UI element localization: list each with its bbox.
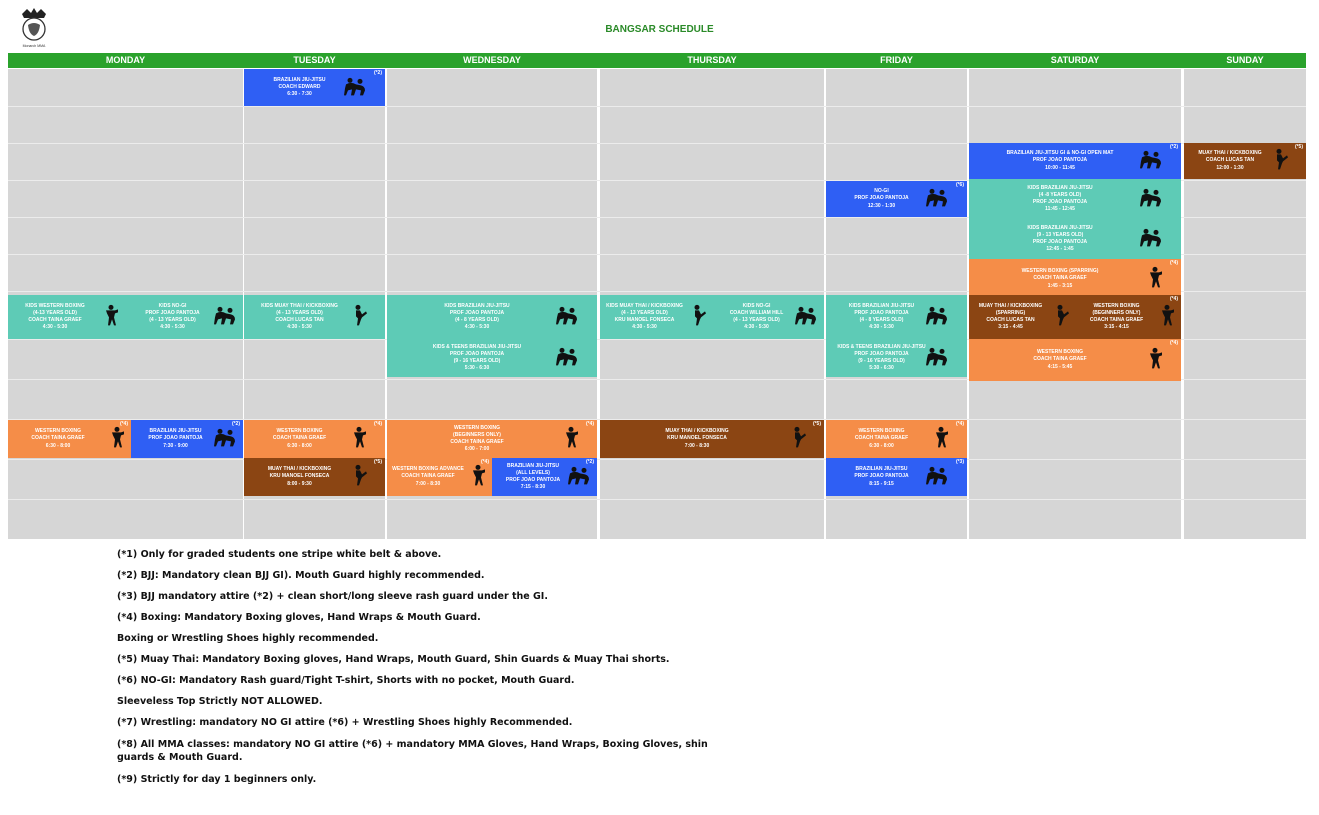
class-line: COACH TAINA GRAEF bbox=[854, 435, 909, 442]
class-line: 4:30 - 5:30 bbox=[632, 324, 657, 331]
class-line: 10:00 - 11:45 bbox=[1045, 164, 1075, 171]
class-note: (*2) bbox=[373, 70, 382, 76]
class-text bbox=[830, 295, 933, 339]
day-monday: MONDAY bbox=[105, 55, 146, 65]
day-header-bar bbox=[8, 53, 1306, 68]
class-line: COACH EDWARD bbox=[278, 83, 321, 90]
class-note: (*2) bbox=[585, 459, 594, 465]
class-line: COACH LUCAS TAN bbox=[1205, 157, 1255, 164]
class-line: 5:30 - 6:30 bbox=[869, 365, 894, 372]
class-line: KIDS & TEENS BRAZILIAN JIU-JITSU bbox=[432, 343, 522, 350]
class-line: PROF JOAO PANTOJA bbox=[449, 309, 505, 316]
class-line: KIDS NO-GI bbox=[158, 302, 187, 309]
footnote-line: (*8) All MMA classes: mandatory NO GI attire (*6) + mandatory MMA Gloves, Hand Wraps, Boxing Gloves, shin guards & Mouth Guard. bbox=[117, 739, 708, 763]
class-line: COACH TAINA GRAEF bbox=[1089, 317, 1144, 323]
grappling-icon bbox=[213, 427, 237, 450]
boxing-icon bbox=[1149, 266, 1163, 291]
class-line: PROF JOAO PANTOJA bbox=[1032, 199, 1088, 205]
class-line: KIDS WESTERN BOXING bbox=[25, 302, 85, 309]
class-text bbox=[248, 458, 351, 496]
class-line: PROF JOAO PANTOJA bbox=[145, 309, 200, 316]
class-block-tue-bjj[interactable] bbox=[244, 69, 385, 106]
boxing-icon bbox=[472, 464, 486, 489]
class-note: (*5) bbox=[373, 459, 382, 465]
class-block-sat-kids-bjj-2[interactable] bbox=[969, 219, 1181, 259]
class-line: 4:30 - 5:30 bbox=[869, 324, 894, 331]
class-block-thu-kids-muay-thai[interactable] bbox=[600, 295, 712, 339]
class-line: WESTERN BOXING bbox=[858, 428, 905, 435]
class-line: 7:00 - 8:30 bbox=[415, 480, 441, 487]
class-line: BRAZILIAN JIU-JITSU bbox=[273, 76, 326, 83]
class-block-wed-bjj-all[interactable] bbox=[492, 458, 597, 496]
class-line: 3:15 - 4:15 bbox=[1104, 324, 1129, 331]
class-line: BRAZILIAN JIU-JITSU bbox=[855, 466, 908, 473]
class-block-fri-bjj[interactable] bbox=[826, 458, 967, 496]
kick-icon bbox=[1055, 304, 1069, 329]
class-line: 1:45 - 3:15 bbox=[1047, 282, 1073, 289]
class-text bbox=[390, 458, 466, 496]
class-block-fri-kids-bjj[interactable] bbox=[826, 295, 967, 339]
class-line: WESTERN BOXING bbox=[453, 424, 501, 431]
class-text bbox=[973, 219, 1147, 259]
class-line: PROF JOAO PANTOJA bbox=[449, 350, 505, 357]
class-block-sat-boxing-beginners[interactable] bbox=[1075, 295, 1181, 339]
class-text bbox=[11, 295, 99, 339]
day-saturday: SATURDAY bbox=[1050, 55, 1100, 65]
class-line: 12:00 - 1:30 bbox=[1216, 164, 1244, 171]
footnote-line: (*4) Boxing: Mandatory Boxing gloves, Hand Wraps & Mouth Guard. bbox=[117, 612, 481, 623]
class-line: MUAY THAI / KICKBOXING bbox=[978, 302, 1043, 309]
class-line: (4 -8 YEARS OLD) bbox=[1038, 191, 1082, 198]
class-text bbox=[128, 295, 217, 339]
class-text bbox=[11, 420, 105, 458]
class-line: PROF JOAO PANTOJA bbox=[854, 195, 909, 202]
footnotes bbox=[117, 549, 737, 795]
class-line: (4 - 13 YEARS OLD) bbox=[733, 317, 780, 323]
class-block-mon-bjj[interactable] bbox=[131, 420, 243, 458]
grappling-icon bbox=[555, 346, 579, 369]
footnote-line: (*2) BJJ: Mandatory clean BJJ GI). Mouth Guard highly recommended. bbox=[117, 570, 485, 581]
class-block-fri-teens-bjj[interactable] bbox=[826, 339, 967, 377]
class-block-wed-boxing-advance[interactable] bbox=[387, 458, 492, 496]
class-line: (4 - 8 YEARS OLD) bbox=[859, 317, 904, 323]
footnote-line: (*5) Muay Thai: Mandatory Boxing gloves, Hand Wraps, Mouth Guard, Shin Guards & Muay Thai shorts. bbox=[117, 654, 670, 665]
class-text bbox=[495, 458, 571, 496]
class-line: 11:45 - 12:45 bbox=[1045, 206, 1075, 213]
class-note: (*6) bbox=[955, 182, 964, 188]
class-line: (ALL LEVELS) bbox=[516, 469, 550, 476]
class-block-tue-muay-thai[interactable] bbox=[244, 458, 385, 496]
class-line: BRAZILIAN JIU-JITSU GI & NO-GI OPEN MAT bbox=[1006, 150, 1114, 157]
class-text bbox=[973, 143, 1147, 179]
row-line bbox=[8, 499, 1306, 500]
class-line: COACH TAINA GRAEF bbox=[28, 317, 82, 323]
class-text bbox=[391, 339, 563, 377]
class-note: (*4) bbox=[1169, 296, 1178, 302]
class-line: 7:00 - 8:30 bbox=[684, 442, 710, 449]
grappling-icon bbox=[1139, 227, 1163, 250]
row-line bbox=[8, 459, 1306, 460]
class-text bbox=[830, 458, 933, 496]
schedule-grid bbox=[8, 69, 1306, 539]
class-block-fri-nogi[interactable] bbox=[826, 181, 967, 217]
class-line: 4:30 - 5:30 bbox=[42, 324, 68, 331]
class-line: KRU MANOEL FONSECA bbox=[269, 473, 330, 480]
footnote-line: (*1) Only for graded students one stripe white belt & above. bbox=[117, 549, 442, 560]
kick-icon bbox=[792, 426, 806, 451]
class-line: COACH TAINA GRAEF bbox=[401, 473, 455, 480]
day-thursday: THURSDAY bbox=[687, 55, 737, 65]
class-note: (*5) bbox=[1294, 144, 1303, 150]
class-line: PROF JOAO PANTOJA bbox=[854, 309, 909, 316]
class-line: 6:30 - 7:30 bbox=[287, 91, 312, 98]
class-block-wed-boxing-beginners[interactable] bbox=[387, 420, 597, 458]
class-block-sat-open-mat[interactable] bbox=[969, 143, 1181, 179]
class-line: 4:30 - 5:30 bbox=[464, 324, 490, 331]
class-line: WESTERN BOXING (SPARRING) bbox=[1021, 268, 1099, 275]
class-line: 6:30 - 8:00 bbox=[45, 442, 71, 449]
class-line: WESTERN BOXING bbox=[1093, 302, 1140, 309]
class-line: KIDS NO-GI bbox=[742, 302, 771, 309]
class-line: COACH TAINA GRAEF bbox=[31, 435, 85, 442]
boxing-icon bbox=[1149, 347, 1163, 372]
class-line: 6:00 - 7:00 bbox=[464, 446, 490, 453]
class-line: 8:00 - 9:30 bbox=[287, 480, 312, 487]
class-line: 7:15 - 8:30 bbox=[520, 484, 546, 491]
class-block-wed-teens-bjj[interactable] bbox=[387, 339, 597, 377]
footnote-line: (*3) BJJ mandatory attire (*2) + clean short/long sleeve rash guard under the GI. bbox=[117, 591, 548, 602]
class-line: PROF JOAO PANTOJA bbox=[1032, 157, 1088, 164]
kick-icon bbox=[353, 304, 367, 329]
class-note: (*3) bbox=[955, 459, 964, 465]
class-line: COACH LUCAS TAN bbox=[275, 317, 324, 323]
class-text bbox=[1188, 143, 1272, 179]
class-line: KIDS MUAY THAI / KICKBOXING bbox=[606, 302, 683, 309]
grappling-icon bbox=[794, 305, 818, 328]
class-block-sat-boxing-sparring[interactable] bbox=[969, 259, 1181, 299]
logo-text: Monarch MMA bbox=[22, 44, 46, 48]
class-line: COACH WILLIAM HILL bbox=[729, 309, 784, 316]
class-line: PROF JOAO PANTOJA bbox=[148, 435, 203, 442]
class-line: WESTERN BOXING bbox=[276, 428, 323, 435]
grappling-icon bbox=[343, 76, 367, 99]
class-line: BRAZILIAN JIU-JITSU bbox=[507, 462, 559, 469]
class-line: COACH LUCAS TAN bbox=[986, 317, 1035, 323]
day-wednesday: WEDNESDAY bbox=[463, 55, 521, 65]
class-block-tue-kids-muay-thai[interactable] bbox=[244, 295, 385, 339]
class-line: COACH TAINA GRAEF bbox=[1033, 356, 1087, 363]
class-note: (*4) bbox=[373, 421, 382, 427]
class-line: BRAZILIAN JIU-JITSU bbox=[149, 428, 202, 435]
boxing-icon bbox=[111, 426, 125, 451]
class-note: (*4) bbox=[1169, 340, 1178, 346]
class-block-sun-muay-thai[interactable] bbox=[1184, 143, 1306, 179]
class-text bbox=[603, 295, 686, 339]
class-text bbox=[973, 259, 1147, 299]
class-line: KIDS MUAY THAI / KICKBOXING bbox=[261, 302, 338, 309]
class-line: KIDS BRAZILIAN JIU-JITSU bbox=[1027, 224, 1093, 231]
class-text bbox=[391, 295, 563, 339]
class-line: KRU MANOEL FONSECA bbox=[614, 317, 675, 323]
class-line: MUAY THAI / KICKBOXING bbox=[267, 466, 332, 473]
class-line: (4 - 13 YEARS OLD) bbox=[149, 317, 196, 323]
class-note: (*4) bbox=[955, 421, 964, 427]
class-line: KIDS & TEENS BRAZILIAN JIU-JITSU bbox=[837, 343, 926, 350]
class-note: (*5) bbox=[812, 421, 821, 427]
class-line: 5:30 - 6:30 bbox=[464, 365, 490, 372]
grappling-icon bbox=[567, 465, 591, 488]
class-note: (*4) bbox=[585, 421, 594, 427]
class-line: 12:45 - 1:45 bbox=[1046, 246, 1074, 253]
footnote-line: (*6) NO-GI: Mandatory Rash guard/Tight T-shirt, Shorts with no pocket, Mouth Guard. bbox=[117, 675, 575, 686]
class-line: (SPARRING) bbox=[995, 309, 1026, 316]
class-line: (9 - 13 YEARS OLD) bbox=[1036, 231, 1084, 238]
class-line: KIDS BRAZILIAN JIU-JITSU bbox=[848, 302, 915, 309]
class-text bbox=[973, 179, 1147, 219]
class-line: 8:15 - 9:15 bbox=[869, 480, 894, 487]
class-line: (9 - 16 YEARS OLD) bbox=[453, 358, 501, 364]
class-block-sat-muay-thai-sparring[interactable] bbox=[969, 295, 1075, 339]
class-block-tue-boxing[interactable] bbox=[244, 420, 385, 458]
class-line: 12:30 - 1:30 bbox=[867, 202, 896, 209]
class-text bbox=[134, 420, 217, 458]
class-line: 6:30 - 8:00 bbox=[287, 442, 312, 449]
class-text bbox=[715, 295, 798, 339]
class-note: (*2) bbox=[231, 421, 240, 427]
kick-icon bbox=[692, 304, 706, 329]
class-line: (4-13 YEARS OLD) bbox=[33, 309, 77, 316]
class-line: 3:15 - 4:45 bbox=[998, 324, 1023, 331]
class-note: (*4) bbox=[1169, 260, 1178, 266]
class-text bbox=[248, 69, 351, 106]
class-block-mon-boxing[interactable] bbox=[8, 420, 131, 458]
class-note: (*2) bbox=[1169, 144, 1178, 150]
boxing-icon bbox=[105, 304, 119, 329]
kick-icon bbox=[1274, 148, 1288, 173]
footnote-line: (*7) Wrestling: mandatory NO GI attire (*6) + Wrestling Shoes highly Recommended. bbox=[117, 717, 573, 728]
day-friday: FRIDAY bbox=[880, 55, 913, 65]
footnote-line: Sleeveless Top Strictly NOT ALLOWED. bbox=[117, 696, 323, 707]
page-title: BANGSAR SCHEDULE bbox=[605, 24, 714, 35]
class-block-fri-boxing[interactable] bbox=[826, 420, 967, 458]
class-line: (4 - 8 YEARS OLD) bbox=[455, 317, 499, 323]
class-line: WESTERN BOXING bbox=[34, 428, 82, 435]
boxing-icon bbox=[1161, 304, 1175, 329]
class-line: MUAY THAI / KICKBOXING bbox=[665, 428, 729, 435]
kick-icon bbox=[353, 464, 367, 489]
column-sunday bbox=[1184, 69, 1306, 539]
class-line: (9 - 16 YEARS OLD) bbox=[858, 358, 905, 364]
class-text bbox=[604, 420, 790, 458]
class-line: WESTERN BOXING bbox=[1036, 349, 1084, 356]
grappling-icon bbox=[213, 305, 237, 328]
class-line: (4 - 13 YEARS OLD) bbox=[621, 309, 668, 316]
class-text bbox=[1078, 295, 1155, 339]
class-line: KRU MANOEL FONSECA bbox=[667, 435, 727, 442]
class-text bbox=[248, 420, 351, 458]
class-line: PROF JOAO PANTOJA bbox=[1032, 239, 1088, 245]
class-block-thu-kids-nogi[interactable] bbox=[712, 295, 824, 339]
day-sunday: SUNDAY bbox=[1226, 55, 1264, 65]
class-block-sat-kids-bjj-1[interactable] bbox=[969, 179, 1181, 219]
class-text bbox=[973, 339, 1147, 381]
class-line: 6:30 - 8:00 bbox=[869, 442, 894, 449]
class-text bbox=[830, 181, 933, 217]
class-line: 4:30 - 5:30 bbox=[744, 324, 769, 331]
class-line: (BEGINNERS ONLY) bbox=[1092, 309, 1141, 316]
grappling-icon bbox=[1139, 149, 1163, 172]
class-line: COACH TAINA GRAEF bbox=[1033, 275, 1087, 282]
class-text bbox=[391, 420, 563, 458]
boxing-icon bbox=[565, 426, 579, 451]
footnote-line: (*9) Strictly for day 1 beginners only. bbox=[117, 774, 317, 785]
grappling-icon bbox=[1139, 187, 1163, 210]
class-line: KIDS BRAZILIAN JIU-JITSU bbox=[1027, 184, 1093, 191]
class-note: (*4) bbox=[119, 421, 128, 427]
class-text bbox=[248, 295, 351, 339]
class-line: PROF JOAO PANTOJA bbox=[854, 350, 909, 357]
class-line: (4 - 13 YEARS OLD) bbox=[276, 309, 323, 316]
class-line: NO-GI bbox=[874, 188, 889, 195]
class-text bbox=[830, 420, 933, 458]
class-line: 7:30 - 9:00 bbox=[163, 442, 188, 449]
grappling-icon bbox=[555, 305, 579, 328]
boxing-icon bbox=[935, 426, 949, 451]
class-line: 4:30 - 5:30 bbox=[287, 324, 312, 331]
class-note: (*4) bbox=[480, 459, 489, 465]
class-line: COACH TAINA GRAEF bbox=[450, 439, 504, 445]
class-line: WESTERN BOXING ADVANCE bbox=[392, 466, 464, 473]
class-text bbox=[972, 295, 1049, 339]
class-line: PROF JOAO PANTOJA bbox=[854, 473, 909, 480]
grappling-icon bbox=[925, 346, 949, 369]
class-line: (BEGINNERS ONLY) bbox=[453, 431, 501, 438]
class-block-thu-muay-thai[interactable] bbox=[600, 420, 824, 458]
grappling-icon bbox=[925, 187, 949, 210]
grappling-icon bbox=[925, 305, 949, 328]
day-tuesday: TUESDAY bbox=[293, 55, 336, 65]
class-line: 4:15 - 5:45 bbox=[1047, 363, 1073, 370]
class-block-sat-boxing[interactable] bbox=[969, 339, 1181, 381]
class-block-mon-kids-boxing[interactable] bbox=[8, 295, 125, 339]
class-line: 4:30 - 5:30 bbox=[160, 324, 185, 331]
grappling-icon bbox=[925, 465, 949, 488]
row-line bbox=[8, 106, 1306, 107]
class-line: COACH TAINA GRAEF bbox=[272, 435, 327, 442]
class-line: MUAY THAI / KICKBOXING bbox=[1198, 150, 1262, 157]
boxing-icon bbox=[353, 426, 367, 451]
class-line: KIDS BRAZILIAN JIU-JITSU bbox=[444, 302, 510, 309]
class-text bbox=[830, 339, 933, 377]
class-block-mon-kids-nogi[interactable] bbox=[125, 295, 243, 339]
class-block-wed-kids-bjj[interactable] bbox=[387, 295, 597, 339]
class-line: PROF JOAO PANTOJA bbox=[505, 477, 561, 483]
footnote-line: Boxing or Wrestling Shoes highly recommended. bbox=[117, 633, 379, 644]
